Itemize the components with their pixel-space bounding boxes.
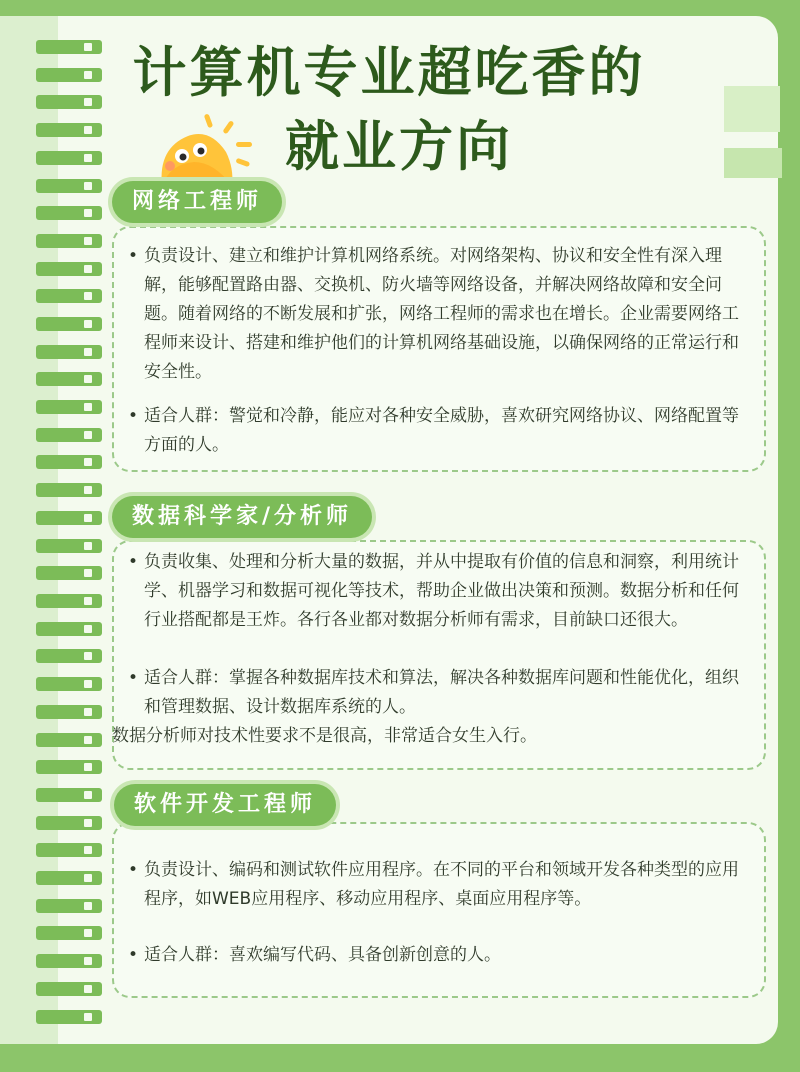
data-scientist-duties: • 负责收集、处理和分析大量的数据，并从中提取有价值的信息和洞察，利用统计学、机器学习和数据可视化等技术，帮助企业做出决策和预测。数据分析和任何行业搭配都是王炸。各行各业都对数据分析师有需求，目前缺口还很大。	[144, 548, 752, 635]
binding-ring	[36, 677, 102, 691]
binding-ring	[36, 622, 102, 636]
section-badge-data-scientist: 数据科学家/分析师	[112, 496, 372, 538]
binding-ring	[36, 539, 102, 553]
binding-ring	[36, 511, 102, 525]
binding-ring	[36, 760, 102, 774]
binding-ring	[36, 234, 102, 248]
data-scientist-note: 数据分析师对技术性要求不是很高，非常适合女生入行。	[112, 726, 537, 746]
binding-ring	[36, 649, 102, 663]
binding-ring	[36, 566, 102, 580]
network-engineer-fit: • 适合人群：警觉和冷静，能应对各种安全威胁，喜欢研究网络协议、网络配置等方面的人。	[144, 402, 752, 460]
binding-ring	[36, 1010, 102, 1024]
sun-mascot-icon	[148, 108, 258, 188]
binding-ring	[36, 372, 102, 386]
page-title-line-1: 计算机专业超吃香的	[132, 41, 646, 104]
binding-ring	[36, 317, 102, 331]
page-title-line-2: 就业方向	[285, 115, 513, 178]
binding-ring	[36, 400, 102, 414]
data-scientist-fit: • 适合人群：掌握各种数据库技术和算法，解决各种数据库问题和性能优化，组织和管理数据、设计数据库系统的人。	[144, 664, 752, 722]
section-badge-network-engineer: 网络工程师	[112, 181, 282, 223]
network-engineer-duties: • 负责设计、建立和维护计算机网络系统。对网络架构、协议和安全性有深入理解，能够配置路由器、交换机、防火墙等网络设备，并解决网络故障和安全问题。随着网络的不断发展和扩张，网络工程师的需求也在增长。企业需要网络工程师来设计、搭建和维护他们的计算机网络基础设施，以确保网络的正常运行和安全性。	[144, 242, 752, 387]
binding-ring	[36, 926, 102, 940]
binding-ring	[36, 733, 102, 747]
binding-ring	[36, 954, 102, 968]
binding-ring	[36, 816, 102, 830]
binding-ring	[36, 705, 102, 719]
binding-ring	[36, 428, 102, 442]
section-badge-software-engineer: 软件开发工程师	[114, 784, 336, 826]
binding-ring	[36, 262, 102, 276]
software-engineer-fit: • 适合人群：喜欢编写代码、具备创新创意的人。	[144, 941, 752, 970]
binding-ring	[36, 594, 102, 608]
binding-ring	[36, 455, 102, 469]
binding-ring	[36, 899, 102, 913]
software-engineer-duties: • 负责设计、编码和测试软件应用程序。在不同的平台和领域开发各种类型的应用程序，如WEB应用程序、移动应用程序、桌面应用程序等。	[144, 856, 752, 914]
binding-ring	[36, 206, 102, 220]
binding-ring	[36, 982, 102, 996]
binding-ring	[36, 179, 102, 193]
binding-ring	[36, 871, 102, 885]
binding-ring	[36, 843, 102, 857]
binding-ring	[36, 289, 102, 303]
binding-ring	[36, 483, 102, 497]
binding-ring	[36, 345, 102, 359]
binding-ring	[36, 788, 102, 802]
